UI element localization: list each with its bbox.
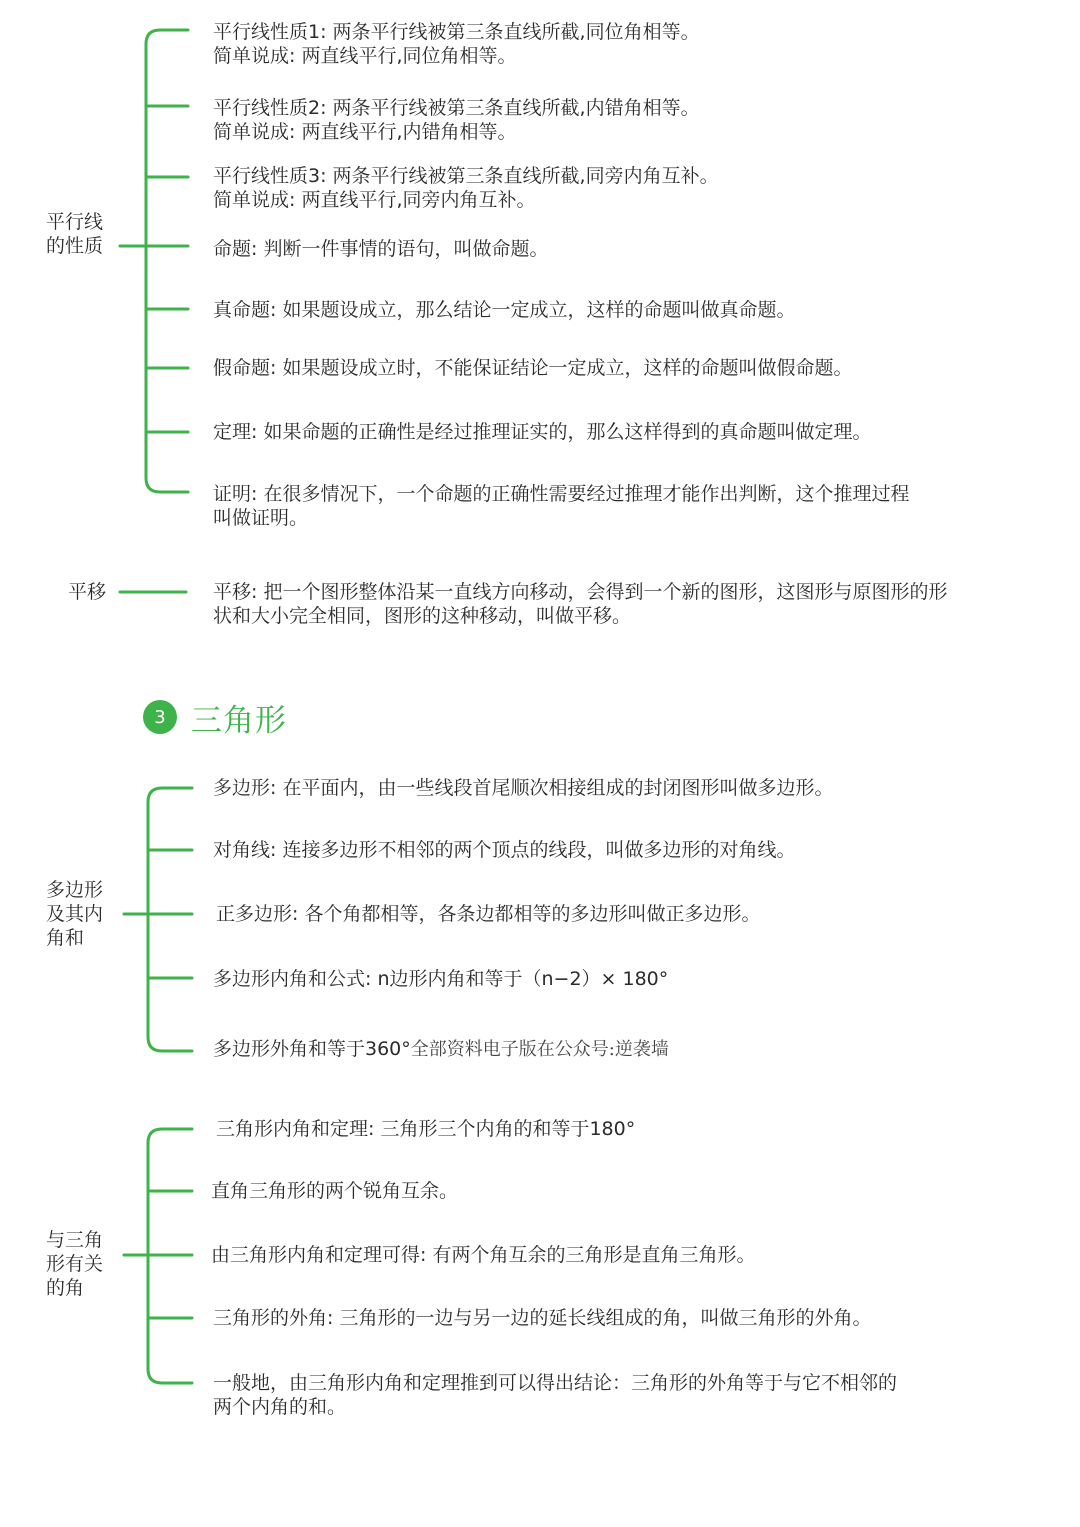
list-item: 命题: 判断一件事情的语句，叫做命题。 — [213, 238, 549, 260]
group-label: 多边形 及其内 角和 — [46, 879, 104, 949]
watermark-text: 全部资料电子版在公众号:逆袭墙 — [410, 1039, 669, 1060]
list-item: 假命题: 如果题设成立时，不能保证结论一定成立，这样的命题叫做假命题。 — [213, 357, 853, 379]
list-item: 多边形内角和公式: n边形内角和等于（n−2）× 180° — [213, 968, 669, 990]
list-item: 由三角形内角和定理可得: 有两个角互余的三角形是直角三角形。 — [211, 1244, 756, 1266]
list-item: 正多边形: 各个角都相等，各条边都相等的多边形叫做正多边形。 — [216, 903, 761, 925]
list-item: 平移: 把一个图形整体沿某一直线方向移动，会得到一个新的图形，这图形与原图形的形 状和大小完全相同，图形的这种移动，叫做平移。 — [213, 581, 948, 627]
section-title-text: 三角形 — [191, 702, 287, 739]
list-item: 平行线性质3: 两条平行线被第三条直线所截,同旁内角互补。 简单说成: 两直线平行,同旁内角互补。 — [213, 165, 719, 211]
list-item: 三角形的外角: 三角形的一边与另一边的延长线组成的角，叫做三角形的外角。 — [213, 1307, 872, 1329]
list-item: 对角线: 连接多边形不相邻的两个顶点的线段，叫做多边形的对角线。 — [213, 839, 796, 861]
list-item: 直角三角形的两个锐角互余。 — [211, 1180, 459, 1202]
group-label: 平移 — [68, 581, 107, 603]
list-item: 一般地，由三角形内角和定理推到可以得出结论：三角形的外角等于与它不相邻的 两个内角的和。 — [213, 1372, 898, 1418]
section-number-badge: 3 — [143, 700, 177, 734]
group-label: 与三角 形有关 的角 — [46, 1229, 104, 1299]
list-item: 三角形内角和定理: 三角形三个内角的和等于180° — [216, 1118, 636, 1140]
list-item: 证明: 在很多情况下，一个命题的正确性需要经过推理才能作出判断，这个推理过程 叫做证明。 — [213, 483, 910, 529]
list-item: 定理: 如果命题的正确性是经过推理证实的，那么这样得到的真命题叫做定理。 — [213, 421, 872, 443]
list-item: 真命题: 如果题设成立，那么结论一定成立，这样的命题叫做真命题。 — [213, 299, 796, 321]
list-item: 平行线性质1: 两条平行线被第三条直线所截,同位角相等。 简单说成: 两直线平行,同位角相等。 — [213, 21, 700, 67]
group-label: 平行线 的性质 — [46, 211, 104, 257]
list-item: 多边形: 在平面内，由一些线段首尾顺次相接组成的封闭图形叫做多边形。 — [213, 777, 834, 799]
list-item: 平行线性质2: 两条平行线被第三条直线所截,内错角相等。 简单说成: 两直线平行,内错角相等。 — [213, 97, 700, 143]
list-item: 多边形外角和等于360°全部资料电子版在公众号:逆袭墙 — [213, 1038, 669, 1060]
